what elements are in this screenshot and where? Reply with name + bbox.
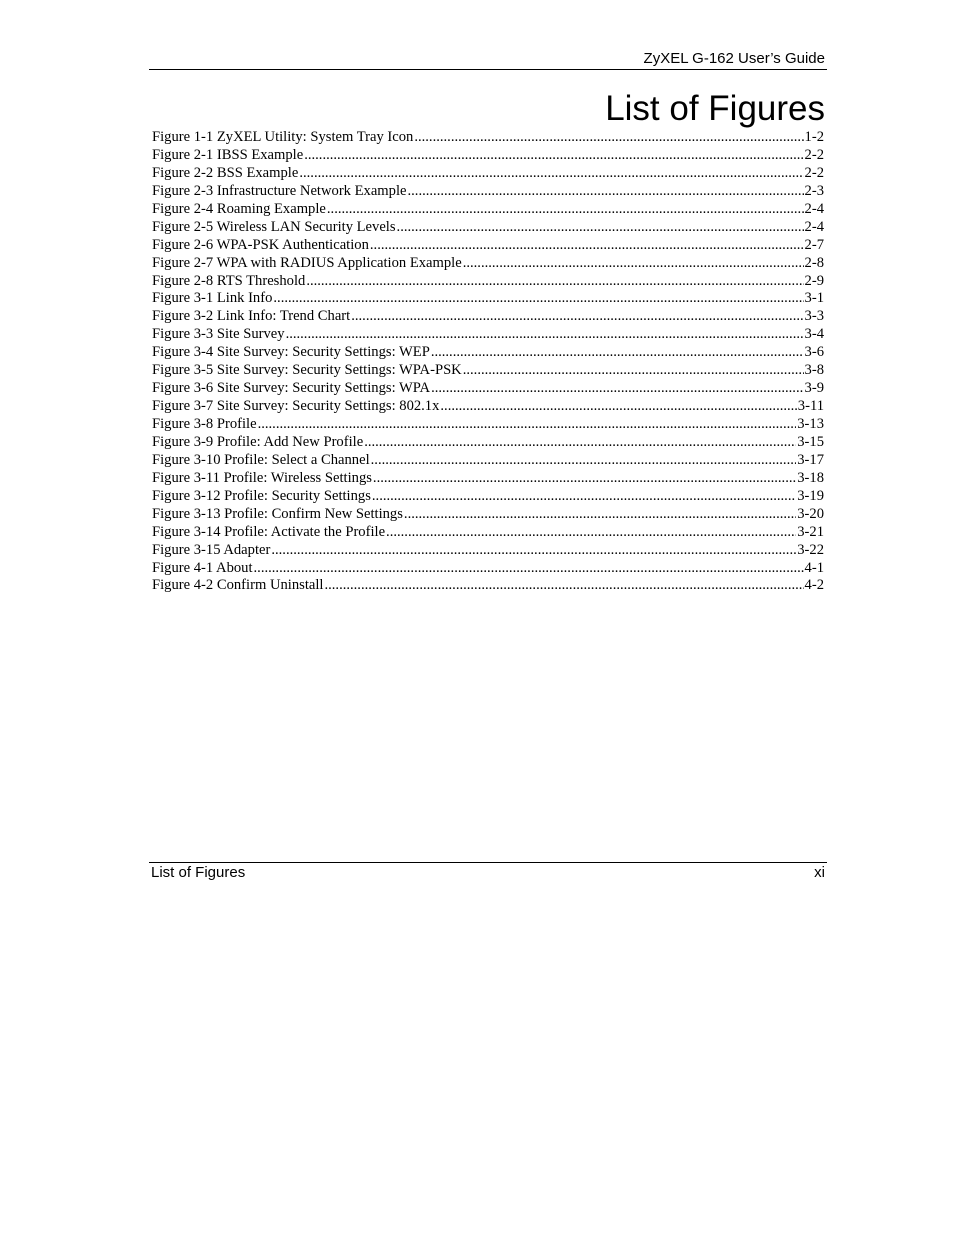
figure-list-entry[interactable] (152, 434, 824, 452)
figure-list-entry[interactable] (152, 165, 824, 183)
dot-leader (364, 434, 796, 452)
dot-leader (324, 577, 803, 595)
figure-page-number: 2-2 (804, 164, 824, 181)
figure-list-entry[interactable] (152, 201, 824, 219)
figure-title: Figure 3-12 Profile: Security Settings (152, 487, 371, 504)
dot-leader (306, 273, 803, 291)
figure-title: Figure 2-5 Wireless LAN Security Levels (152, 218, 396, 235)
figure-list-entry[interactable] (152, 237, 824, 255)
figure-page-number: 3-15 (797, 433, 824, 450)
dot-leader (327, 201, 804, 219)
figure-page-number: 2-2 (804, 146, 824, 163)
figure-list-entry[interactable] (152, 577, 824, 595)
dot-leader (273, 290, 803, 308)
figure-page-number: 3-18 (797, 469, 824, 486)
figure-page-number: 2-3 (804, 182, 824, 199)
figure-title: Figure 4-2 Confirm Uninstall (152, 577, 324, 594)
figure-title: Figure 2-4 Roaming Example (152, 200, 326, 217)
dot-leader (254, 560, 804, 578)
figure-page-number: 2-9 (804, 272, 824, 289)
figure-title: Figure 3-7 Site Survey: Security Settings: 802.1x (152, 398, 440, 415)
dot-leader (286, 326, 804, 344)
figure-title: Figure 3-2 Link Info: Trend Chart (152, 308, 351, 325)
dot-leader (463, 362, 804, 380)
dot-leader (372, 488, 796, 506)
footer-section-title: List of Figures (151, 864, 246, 881)
dot-leader (431, 344, 804, 362)
figure-list-entry[interactable] (152, 362, 824, 380)
figure-title: Figure 4-1 About (152, 559, 253, 576)
dot-leader (304, 147, 803, 165)
figure-title: Figure 2-1 IBSS Example (152, 146, 304, 163)
figure-title: Figure 2-7 WPA with RADIUS Application Example (152, 254, 462, 271)
figure-page-number: 2-8 (804, 254, 824, 271)
figure-title: Figure 3-13 Profile: Confirm New Settings (152, 505, 403, 522)
figure-title: Figure 1-1 ZyXEL Utility: System Tray Icon (152, 129, 414, 145)
figure-list-entry[interactable] (152, 398, 824, 416)
figure-list-entry[interactable] (152, 290, 824, 308)
figure-page-number: 3-17 (797, 451, 824, 468)
figure-page-number: 3-9 (804, 380, 824, 397)
figure-title: Figure 3-3 Site Survey (152, 326, 285, 343)
figure-list-entry[interactable] (152, 452, 824, 470)
figure-page-number: 2-4 (804, 218, 824, 235)
figure-title: Figure 3-11 Profile: Wireless Settings (152, 469, 372, 486)
figure-page-number: 3-20 (797, 505, 824, 522)
figure-title: Figure 3-9 Profile: Add New Profile (152, 433, 364, 450)
dot-leader (397, 219, 804, 237)
list-of-figures (152, 129, 824, 595)
dot-leader (463, 255, 804, 273)
figure-list-entry[interactable] (152, 273, 824, 291)
figure-list-entry[interactable] (152, 129, 824, 147)
figure-title: Figure 3-5 Site Survey: Security Settings: WPA-PSK (152, 362, 462, 379)
figure-page-number: 2-4 (804, 200, 824, 217)
figure-page-number: 1-2 (804, 129, 824, 145)
figure-page-number: 4-2 (804, 577, 824, 594)
figure-list-entry[interactable] (152, 219, 824, 237)
figure-list-entry[interactable] (152, 147, 824, 165)
figure-list-entry[interactable] (152, 470, 824, 488)
footer-page-number: xi (814, 864, 825, 881)
figure-title: Figure 2-6 WPA-PSK Authentication (152, 236, 369, 253)
figure-page-number: 3-4 (804, 326, 824, 343)
figure-list-entry[interactable] (152, 542, 824, 560)
dot-leader (386, 524, 796, 542)
figure-list-entry[interactable] (152, 326, 824, 344)
dot-leader (371, 452, 797, 470)
figure-title: Figure 2-3 Infrastructure Network Example (152, 182, 407, 199)
figure-page-number: 3-21 (797, 523, 824, 540)
figure-page-number: 2-7 (804, 236, 824, 253)
figure-page-number: 3-8 (804, 362, 824, 379)
dot-leader (414, 129, 803, 147)
dot-leader (431, 380, 803, 398)
figure-list-entry[interactable] (152, 344, 824, 362)
figure-page-number: 3-13 (797, 416, 824, 432)
running-header: ZyXEL G-162 User’s Guide (643, 50, 825, 67)
figure-list-entry[interactable] (152, 506, 824, 524)
figure-page-number: 3-6 (804, 344, 824, 361)
figure-title: Figure 3-1 Link Info (152, 290, 273, 307)
figure-title: Figure 2-8 RTS Threshold (152, 272, 306, 289)
dot-leader (258, 416, 797, 434)
figure-page-number: 3-1 (804, 290, 824, 307)
figure-title: Figure 3-14 Profile: Activate the Profile (152, 523, 386, 540)
dot-leader (404, 506, 796, 524)
dot-leader (440, 398, 796, 416)
dot-leader (408, 183, 804, 201)
figure-title: Figure 3-10 Profile: Select a Channel (152, 451, 370, 468)
dot-leader (373, 470, 796, 488)
page-title: List of Figures (605, 89, 825, 128)
figure-list-entry[interactable] (152, 380, 824, 398)
figure-page-number: 3-19 (797, 487, 824, 504)
figure-title: Figure 3-8 Profile (152, 416, 257, 432)
figure-list-entry[interactable] (152, 255, 824, 273)
figure-title: Figure 3-6 Site Survey: Security Settings: WPA (152, 380, 431, 397)
figure-page-number: 3-3 (804, 308, 824, 325)
figure-page-number: 4-1 (804, 559, 824, 576)
figure-list-entry[interactable] (152, 488, 824, 506)
dot-leader (299, 165, 803, 183)
header-divider (149, 69, 827, 70)
figure-title: Figure 2-2 BSS Example (152, 164, 299, 181)
figure-page-number: 3-22 (797, 541, 824, 558)
figure-list-entry[interactable] (152, 308, 824, 326)
figure-page-number: 3-11 (797, 398, 824, 415)
dot-leader (351, 308, 803, 326)
figure-list-entry[interactable] (152, 183, 824, 201)
figure-title: Figure 3-4 Site Survey: Security Settings: WEP (152, 344, 430, 361)
dot-leader (370, 237, 804, 255)
figure-list-entry[interactable] (152, 560, 824, 578)
figure-title: Figure 3-15 Adapter (152, 541, 271, 558)
figure-list-entry[interactable] (152, 524, 824, 542)
dot-leader (271, 542, 796, 560)
figure-list-entry[interactable] (152, 416, 824, 434)
